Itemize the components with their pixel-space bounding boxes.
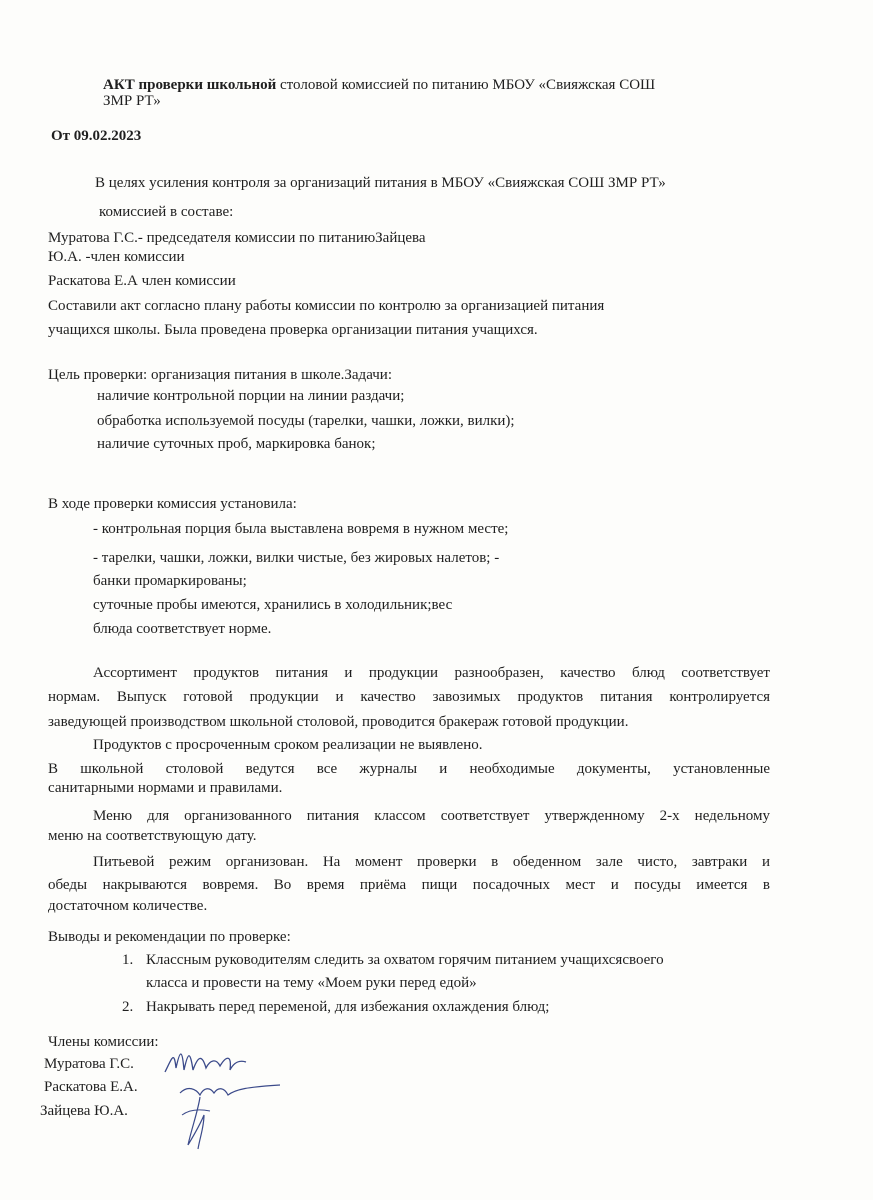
act-title-bold: АКТ проверки школьной bbox=[103, 77, 277, 93]
para2: Продуктов с просроченным сроком реализации не выявлено. bbox=[93, 737, 483, 753]
intro-line-3: Муратова Г.С.- председателя комиссии по питаниюЗайцева bbox=[48, 230, 426, 246]
para1-line2: нормам. Выпуск готовой продукции и качество завозимых продуктов питания контролируется bbox=[48, 689, 770, 705]
goal-line-1: Цель проверки: организация питания в школе.Задачи: bbox=[48, 367, 392, 383]
act-title-line2: ЗМР РТ» bbox=[103, 93, 161, 109]
para5-line3: достаточном количестве. bbox=[48, 898, 208, 914]
finding-line-5: блюда соответствует норме. bbox=[93, 621, 272, 637]
act-date: От 09.02.2023 bbox=[51, 128, 142, 144]
conclusion-item-1-line1: Классным руководителям следить за охватом горячим питанием учащихсясвоего bbox=[146, 952, 664, 968]
para5-line2: обеды накрываются вовремя. Во время приёма пищи посадочных мест и посуды имеется в bbox=[48, 877, 770, 893]
task-item-1: наличие контрольной порции на линии раздачи; bbox=[97, 388, 405, 404]
act-title bbox=[103, 76, 655, 94]
members-heading: Члены комиссии: bbox=[48, 1034, 159, 1050]
para4-line1: Меню для организованного питания классом соответствует утвержденному 2-х недельному bbox=[93, 808, 770, 824]
para3-line1: В школьной столовой ведутся все журналы и необходимые документы, установленные bbox=[48, 761, 770, 777]
intro-line-1: В целях усиления контроля за организаций питания в МБОУ «Свияжская СОШ ЗМР РТ» bbox=[95, 175, 666, 191]
conclusion-number-1: 1. bbox=[122, 952, 134, 968]
conclusion-number-2: 2. bbox=[122, 999, 134, 1015]
finding-line-1: - контрольная порция была выставлена вовремя в нужном месте; bbox=[93, 521, 509, 537]
task-item-3: наличие суточных проб, маркировка банок; bbox=[97, 436, 376, 452]
conclusion-item-2: Накрывать перед переменой, для избежания охлаждения блюд; bbox=[146, 999, 550, 1015]
task-item-2: обработка используемой посуды (тарелки, чашки, ложки, вилки); bbox=[97, 413, 515, 429]
member-3: Зайцева Ю.А. bbox=[40, 1103, 128, 1119]
intro-line-5: Раскатова Е.А член комиссии bbox=[48, 273, 236, 289]
findings-heading: В ходе проверки комиссия установила: bbox=[48, 496, 297, 512]
act-title-rest: столовой комиссией по питанию МБОУ «Свияжская СОШ bbox=[276, 77, 656, 93]
signature-muratova bbox=[160, 1040, 260, 1080]
signature-raskatova-zaitseva bbox=[170, 1075, 290, 1155]
para4-line2: меню на соответствующую дату. bbox=[48, 828, 257, 844]
member-2: Раскатова Е.А. bbox=[44, 1079, 138, 1095]
para3-line2: санитарными нормами и правилами. bbox=[48, 780, 283, 796]
member-1: Муратова Г.С. bbox=[44, 1056, 134, 1072]
finding-line-3: банки промаркированы; bbox=[93, 573, 247, 589]
intro-line-4: Ю.А. -член комиссии bbox=[48, 249, 185, 265]
finding-line-2: - тарелки, чашки, ложки, вилки чистые, без жировых налетов; - bbox=[93, 550, 500, 566]
para1-line3: заведующей производством школьной столовой, проводится бракераж готовой продукции. bbox=[48, 714, 629, 730]
finding-line-4: суточные пробы имеются, хранились в холодильник;вес bbox=[93, 597, 453, 613]
intro-line-6: Составили акт согласно плану работы комиссии по контролю за организацией питания bbox=[48, 298, 605, 314]
intro-line-7: учащихся школы. Была проведена проверка организации питания учащихся. bbox=[48, 322, 538, 338]
para1-line1: Ассортимент продуктов питания и продукции разнообразен, качество блюд соответствует bbox=[93, 665, 770, 681]
conclusion-item-1-line2: класса и провести на тему «Моем руки перед едой» bbox=[146, 975, 477, 991]
para5-line1: Питьевой режим организован. На момент проверки в обеденном зале чисто, завтраки и bbox=[93, 854, 770, 870]
conclusions-heading: Выводы и рекомендации по проверке: bbox=[48, 929, 291, 945]
intro-line-2: комиссией в составе: bbox=[99, 204, 234, 220]
